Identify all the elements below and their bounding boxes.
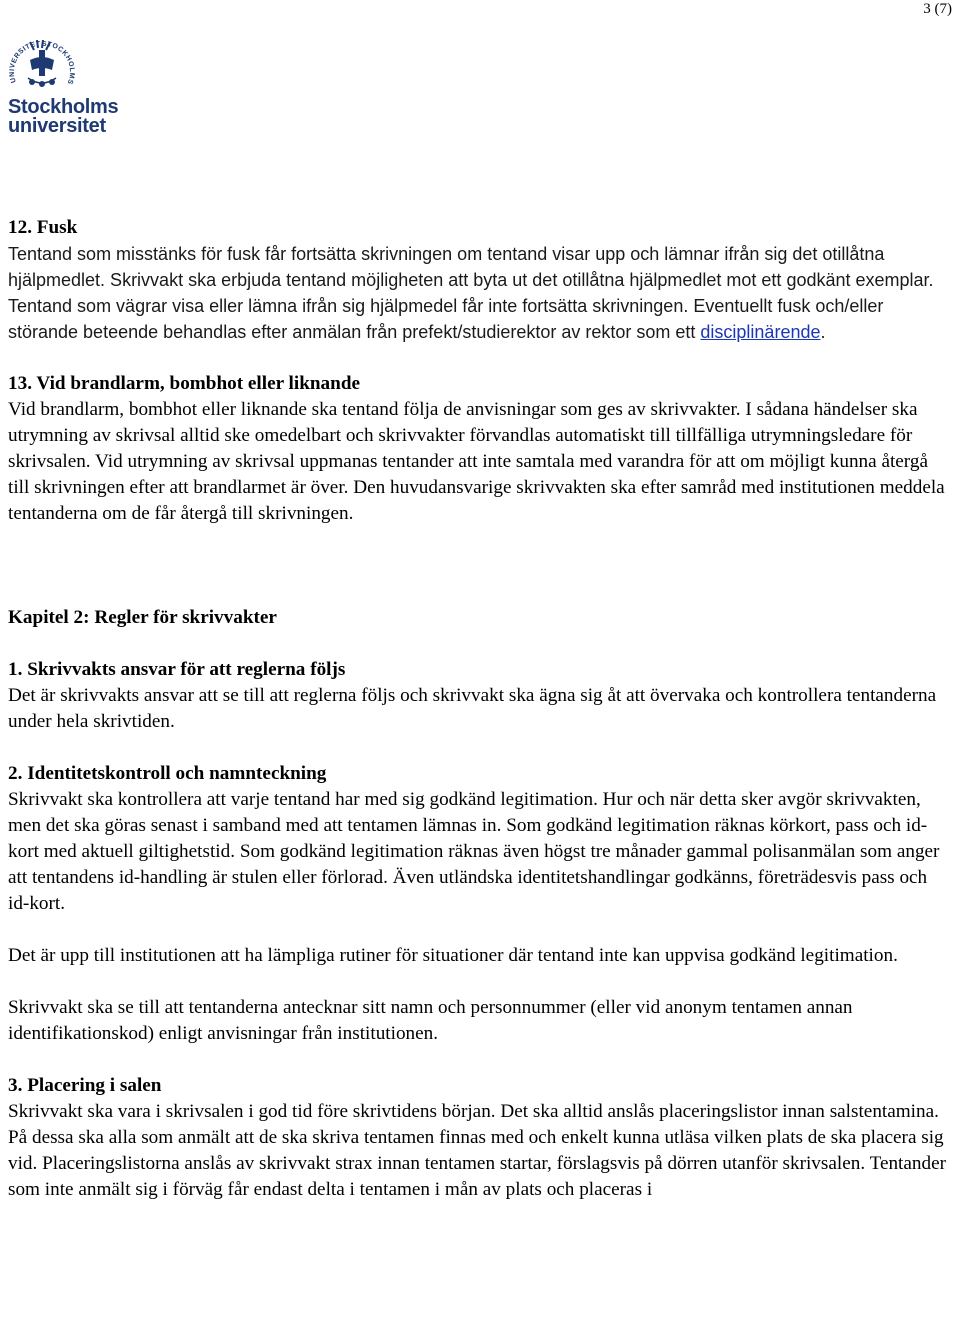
section-12-period: .: [820, 322, 826, 342]
logo-wordmark: [8, 98, 118, 136]
section-13-text: Vid brandlarm, bombhot eller liknande ska tentand följa de anvisningar som ges av skrivvakter. I sådana händelser ska utrymning av skrivsal alltid ske omedelbart och skrivvakter förvandlas automatiskt till tillfälliga utrymningsledare för skrivsalen. Vid utrymning av skrivsal uppmanas tentander att inte samtala med varandra för att om möjligt kunna återgå till skrivningen efter att brandlarmet är över. Den huvudansvarige skrivvakten ska efter samråd med institutionen meddela tentanderna om de får återgå till skrivningen.: [8, 399, 945, 524]
section-13-heading: 13. Vid brandlarm, bombhot eller liknande: [8, 373, 361, 394]
section-12-text: [8, 241, 953, 345]
rule-3-text: Skrivvakt ska vara i skrivsalen i god tid före skrivtidens början. Det ska alltid anslås placeringslistor innan salstentamina. På dessa ska alla som anmält att de ska skriva tentamen finnas med och enkelt kunna utläsa vilken plats de ska placera sig vid. Placeringslistorna anslås av skrivvakt strax innan tentamen startar, förslagsvis på dörren utanför skrivsalen. Tentander som inte anmält sig i förväg får endast delta i tentamen i mån av plats och placeras i: [8, 1101, 946, 1200]
section-12-heading: 12. Fusk: [8, 217, 78, 238]
rule-2-paragraph-2: Det är upp till institutionen att ha lämpliga rutiner för situationer där tentand inte kan uppvisa godkänd legitimation.: [8, 945, 898, 966]
university-logo: [8, 38, 126, 138]
section-12-body: Tentand som misstänks för fusk får fortsätta skrivningen om tentand visar upp och lämnar ifrån sig det otillåtna hjälpmedlet. Skrivvakt ska erbjuda tentand möjligheten att byta ut det otillåtna hjälpmedlet mot ett godkänt exemplar. Tentand som vägrar visa eller lämna ifrån sig hjälpmedel får inte fortsätta skrivningen. Eventuellt fusk och/eller störande beteende behandlas efter anmälan från prefekt/studierektor av rektor som ett: [8, 244, 934, 342]
rule-3-heading: 3. Placering i salen: [8, 1075, 162, 1096]
page-number: 3 (7): [923, 1, 952, 17]
rule-1-heading: 1. Skrivvakts ansvar för att reglerna följs: [8, 659, 346, 680]
rule-2-text: Skrivvakt ska kontrollera att varje tentand har med sig godkänd legitimation. Hur och när detta sker avgör skrivvakten, men det ska göras senast i samband med att tentamen lämnas in. Som godkänd legitimation räknas körkort, pass och id-kort med aktuell giltighetstid. Som godkänd legitimation räknas även högst tre månader gammal polisanmälan som anger att tentandens id-handling är stulen eller förlorad. Även utländska identitetshandlingar godkänns, företrädesvis pass och id-kort.: [8, 789, 940, 914]
svg-text:UNIVERSITET: UNIVERSITET: [8, 40, 41, 84]
logo-line-2: universitet: [8, 115, 106, 137]
disciplinarende-link[interactable]: disciplinärende: [700, 322, 821, 342]
university-seal-icon: [8, 38, 126, 100]
rule-2-paragraph-3: Skrivvakt ska se till att tentanderna antecknar sitt namn och personnummer (eller vid anonym tentamen annan identifikationskod) enligt anvisningar från institutionen.: [8, 997, 853, 1044]
logo-line-1: Stockholms: [8, 96, 119, 118]
rule-1-text: Det är skrivvakts ansvar att se till att reglerna följs och skrivvakt ska ägna sig åt att övervaka och kontrollera tentanderna under hela skrivtiden.: [8, 685, 937, 732]
chapter-2-heading: Kapitel 2: Regler för skrivvakter: [8, 607, 277, 628]
rule-2-heading: 2. Identitetskontroll och namnteckning: [8, 763, 327, 784]
svg-text:STOCKHOLMS: STOCKHOLMS: [41, 40, 76, 86]
document-body: [8, 215, 953, 1203]
